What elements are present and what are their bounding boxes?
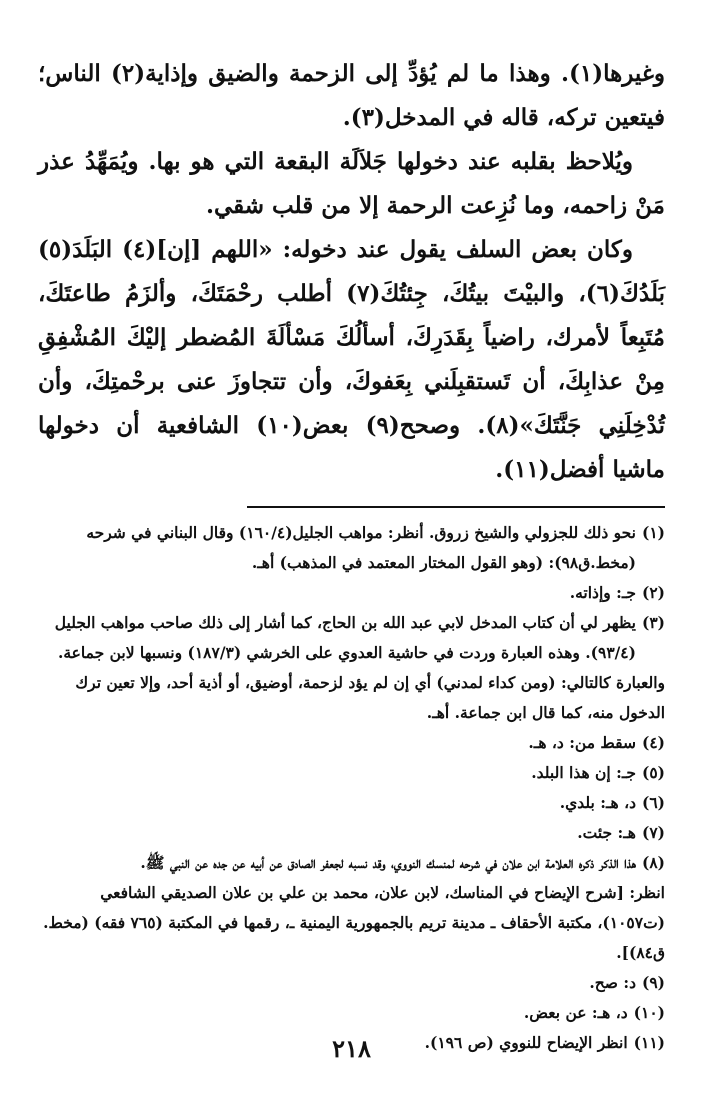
- footnote-number: (٨): [641, 853, 665, 872]
- footnote-text: جـ: إن هذا البلد.: [531, 763, 636, 782]
- footnote-10: [38, 998, 665, 1028]
- page-body: [38, 52, 665, 1058]
- footnote-number: (١١): [633, 1033, 665, 1052]
- footnote-text: نحو ذلك للجزولي والشيخ زروق. أنظر: مواهب الجليل(١٦٠/٤) وقال البناني في شرحه (مخط.ق٩٨): (وهو القول المختار المعتمد في المذهب) أهـ.: [86, 523, 636, 572]
- footnote-number: (٩): [641, 973, 665, 992]
- footnote-number: (٧): [641, 823, 665, 842]
- footnote-text: هذا الذكر ذكره العلامة ابن علان في شرحه لمنسك النووي، وقد نسبه لجعفر الصادق عن أبيه عن جده عن النبي ﷺ.: [140, 853, 636, 872]
- footnote-3-continued: [38, 668, 665, 728]
- footnotes: [38, 518, 665, 1058]
- footnote-9: [38, 968, 665, 998]
- footnote-number: (٦): [641, 793, 665, 812]
- footnote-text: د: صح.: [589, 973, 636, 992]
- paragraph-3: وكان بعض السلف يقول عند دخوله: «اللهم [إن](٤) البَلَدَ(٥) بَلَدُكَ(٦)، والبيْتَ بيتُكَ، جِئتُكَ(٧) أطلب رحْمَتَكَ، وألزَمُ طاعتَكَ، مُتَبِعاً لأمرك، راضياً بِقَدَرِكَ، أسألُكَ مَسْألَةَ المُضطر إليْكَ المُشْفِقِ مِنْ عذابِكَ، أن تَستقبِلَني بِعَفوكَ، وأن تتجاوزَ عنى برحْمتِكَ، وأن تُدْخِلَنِي جَنَّتَكَ»(٨). وصحح(٩) بعض(١٠) الشافعية أن دخولها ماشيا أفضل(١١).: [38, 236, 666, 483]
- footnote-4: [38, 728, 665, 758]
- footnote-text: سقط من: د، هـ.: [528, 733, 636, 752]
- footnote-8-continued: [38, 878, 665, 968]
- footnote-3: [38, 608, 665, 668]
- footnote-7: [38, 818, 665, 848]
- footnote-number: (١٠): [633, 1003, 665, 1022]
- footnote-divider: [247, 506, 665, 508]
- footnote-text: انظر الإيضاح للنووي (ص ١٩٦).: [424, 1033, 628, 1052]
- main-text: [38, 52, 665, 492]
- page-number: ٢١٨: [332, 1034, 371, 1063]
- paragraph-1: وغيرها(١). وهذا ما لم يُؤدِّ إلى الزحمة والضيق وإذاية(٢) الناس؛ فيتعين تركه، قاله في المدخل(٣).: [38, 60, 665, 131]
- footnote-number: (٤): [641, 733, 665, 752]
- footnote-1: [38, 518, 665, 578]
- paragraph-2: ويُلاحظ بقلبه عند دخولها جَلاَلَة البقعة التي هو بها. ويُمَهِّدُ عذر مَنْ زاحمه، وما نُزِعت الرحمة إلا من قلب شقي.: [38, 148, 665, 219]
- footnote-number: (٢): [641, 583, 665, 602]
- footnote-number: (١): [641, 523, 665, 542]
- footnote-6: [38, 788, 665, 818]
- footnote-text: يظهر لي أن كتاب المدخل لابي عبد الله بن الحاج، كما أشار إلى ذلك صاحب مواهب الجليل (٩٣/٤). وهذه العبارة وردت في حاشية العدوي على الخرشي (١٨٧/٣) ونسبها لابن جماعة.: [54, 613, 636, 662]
- footnote-text: والعبارة كالتالي: (ومن كداء لمدني) أي إن لم يؤد لزحمة، أوضيق، أو أذية أحد، وإلا تعين ترك الدخول منه، كما قال ابن جماعة. أهـ.: [75, 673, 665, 722]
- footnote-text: د، هـ: عن بعض.: [523, 1003, 628, 1022]
- footnote-8: [38, 848, 665, 878]
- footnote-text: انظر: [شرح الإيضاح في المناسك، لابن علان، محمد بن علي بن علان الصديقي الشافعي (ت١٠٥٧)، مكتبة الأحقاف ـ مدينة تريم بالجمهورية اليمنية ـ، رقمها في المكتبة (٧٦٥ فقه) (مخط. ق٨٤)].: [43, 883, 665, 962]
- footnote-text: د، هـ: بلدي.: [559, 793, 636, 812]
- footnote-number: (٥): [641, 763, 665, 782]
- footnote-number: (٣): [641, 613, 665, 632]
- footnote-5: [38, 758, 665, 788]
- footnote-text: جـ: وإذاته.: [569, 583, 636, 602]
- footnote-text: هـ: جئت.: [577, 823, 636, 842]
- footnote-2: [38, 578, 665, 608]
